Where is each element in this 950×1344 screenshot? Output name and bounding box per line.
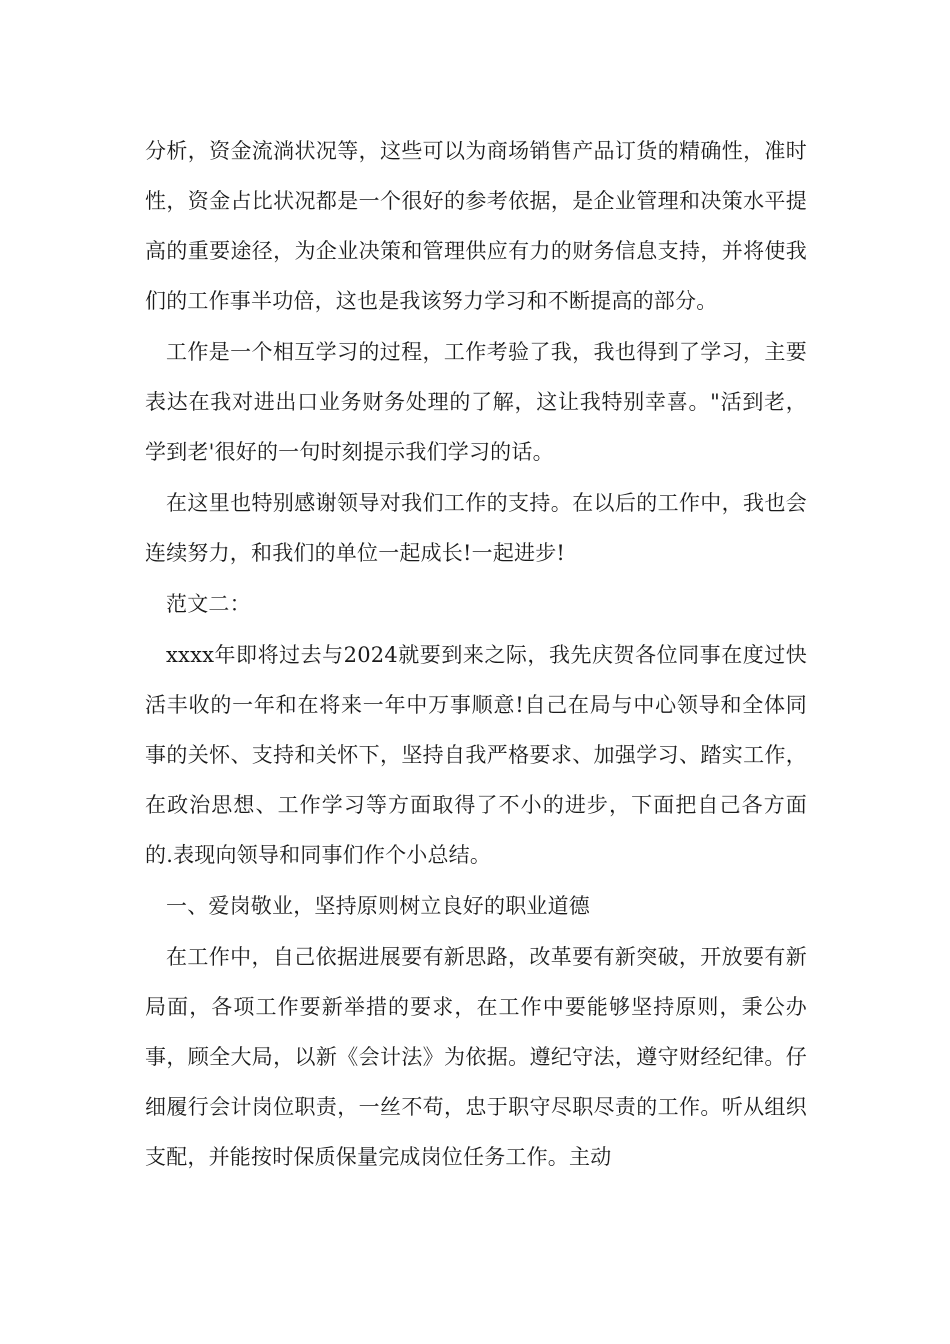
section-heading-dedication: 一、爱岗敬业，坚持原则树立良好的职业道德 [166,894,590,918]
paragraph-analysis: 分析，资金流淌状况等，这些可以为商场销售产品订货的精确性，准时性，资金占比状况都是一个很好的参考依据，是企业管理和决策水平提高的重要途径，为企业决策和管理供应有力的财务信息支持，并将使我们的工作事半功倍，这也是我该努力学习和不断提高的部分。 [145,139,807,313]
document-body [145,126,807,1183]
paragraph-thanks: 在这里也特别感谢领导对我们工作的支持。在以后的工作中，我也会连续努力，和我们的单位一起成长!一起进步! [145,491,807,565]
paragraph-year-summary: xxxx年即将过去与2024就要到来之际，我先庆贺各位同事在度过快活丰收的一年和在将来一年中万事顺意!自己在局与中心领导和全体同事的关怀、支持和关怀下，坚持自我严格要求、加强学习、踏实工作，在政治思想、工作学习等方面取得了不小的进步，下面把自己各方面的.表现向领导和同事们作个小总结。 [145,643,807,867]
paragraph-work-principles: 在工作中，自己依据进展要有新思路，改革要有新突破，开放要有新局面，各项工作要新举措的要求，在工作中要能够坚持原则，秉公办事，顾全大局，以新《会计法》为依据。遵纪守法，遵守财经纪律。仔细履行会计岗位职责，一丝不苟，忠于职守尽职尽责的工作。听从组织支配，并能按时保质保量完成岗位任务工作。主动 [145,945,807,1169]
paragraph-learning: 工作是一个相互学习的过程，工作考验了我，我也得到了学习，主要表达在我对进出口业务财务处理的了解，这让我特别幸喜。"活到老，学到老'很好的一句时刻提示我们学习的话。 [145,340,807,464]
section-heading-sample-two: 范文二： [166,592,251,616]
